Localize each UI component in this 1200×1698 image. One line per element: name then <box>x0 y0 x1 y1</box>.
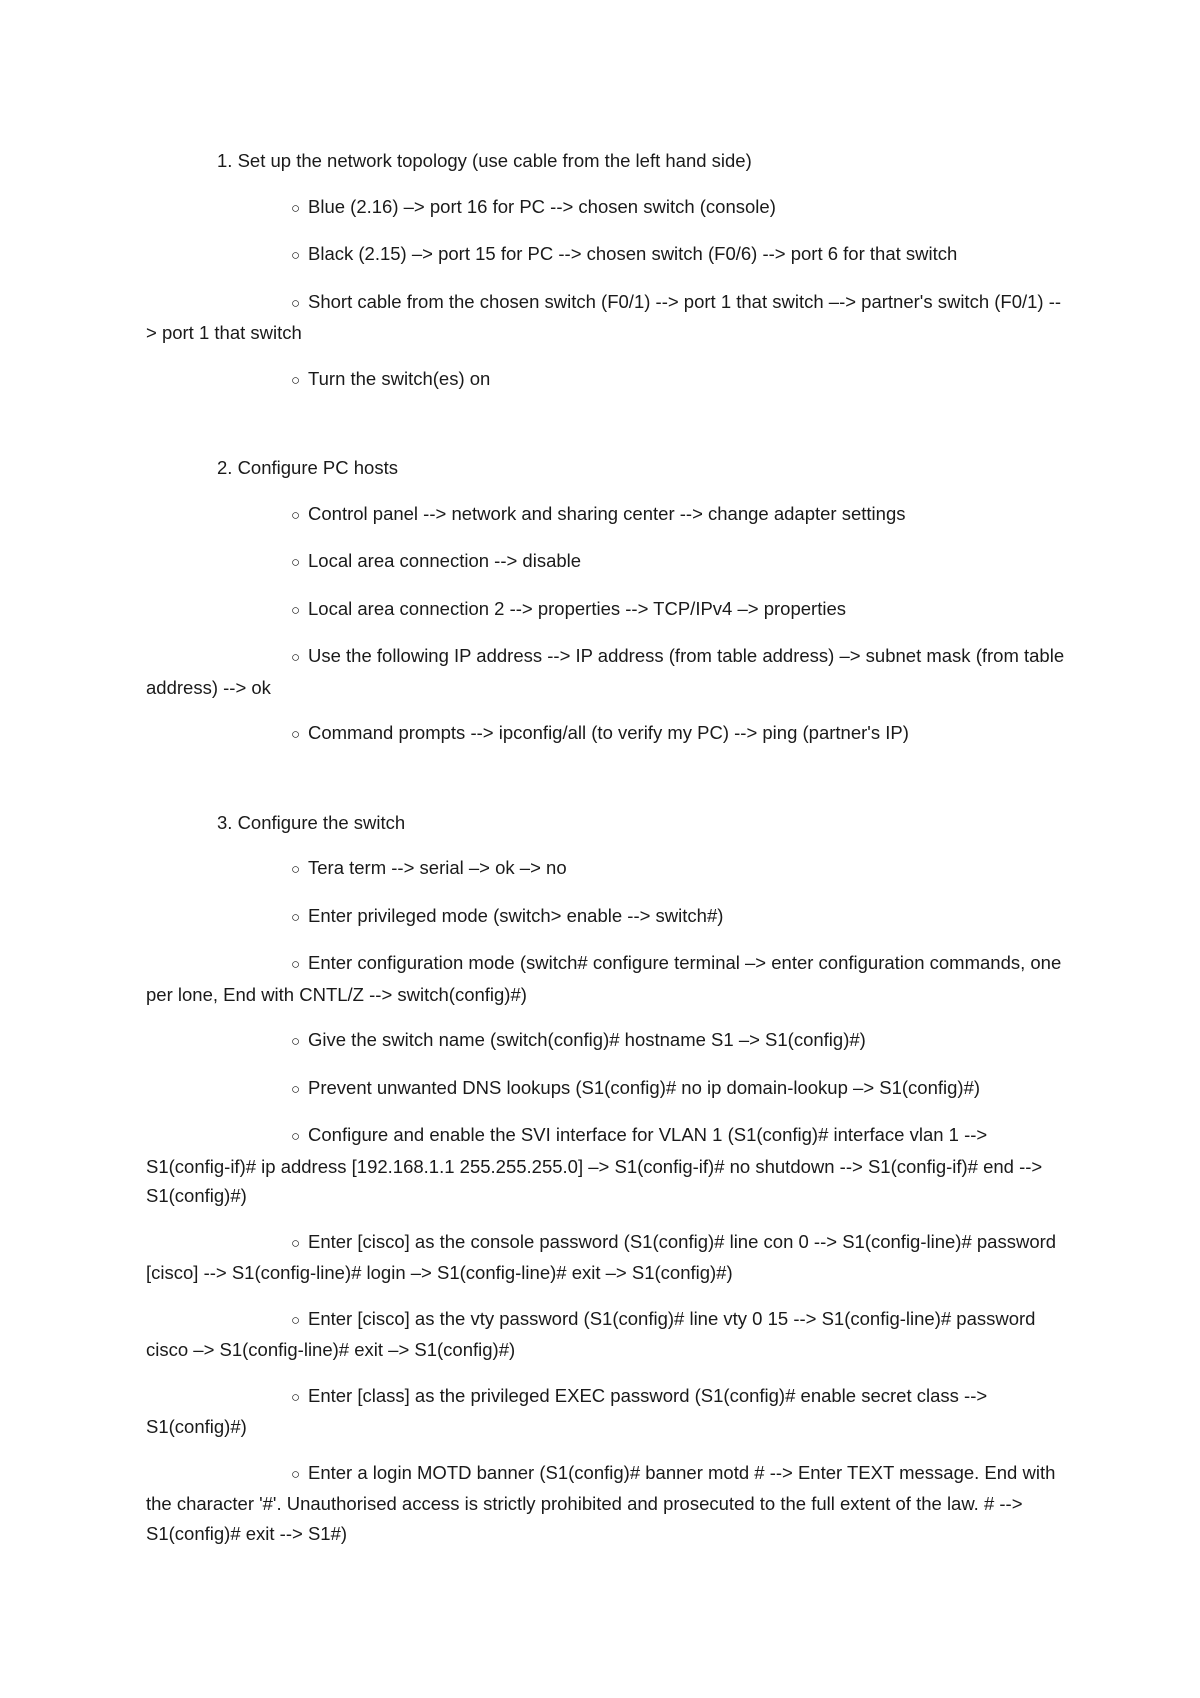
list-item <box>146 1227 1066 1288</box>
bullet-circle-icon: ○ <box>291 861 301 878</box>
list-item-text: Prevent unwanted DNS lookups (S1(config)# no ip domain-lookup –> S1(config)#) <box>308 1076 981 1098</box>
section-heading: 2. Configure PC hosts <box>217 457 398 478</box>
list-item-text: Turn the switch(es) on <box>308 367 491 389</box>
bullet-circle-icon: ○ <box>291 1388 301 1406</box>
bullet-circle-icon: ○ <box>291 1311 301 1329</box>
bullet-circle-icon: ○ <box>291 908 301 926</box>
list-item-text: Command prompts --> ipconfig/all (to verify my PC) --> ping (partner's IP) <box>308 722 909 743</box>
list-item <box>146 1304 1066 1365</box>
bullet-circle-icon: ○ <box>291 956 301 973</box>
bullet-circle-icon: ○ <box>291 199 301 217</box>
list-item-text: Blue (2.16) –> port 16 for PC --> chosen switch (console) <box>308 195 776 217</box>
list-item-text: Enter configuration mode (switch# configure terminal –> enter configuration commands, one per lone, End with CNTL/Z --> switch(config)#) <box>146 952 1062 1005</box>
list-item-text: Local area connection --> disable <box>308 550 582 571</box>
document-body <box>146 146 1066 1564</box>
bullet-circle-icon: ○ <box>291 726 301 743</box>
list-item <box>146 1025 1066 1057</box>
list-item-text: Use the following IP address --> IP address (from table address) –> subnet mask (from table address) --> ok <box>146 645 1065 698</box>
list-item-text: Short cable from the chosen switch (F0/1) --> port 1 that switch –-> partner's switch (F0/1) --> port 1 that switch <box>146 290 1062 343</box>
bullet-circle-icon: ○ <box>291 1465 301 1483</box>
section-network-topology <box>146 146 1066 395</box>
bullet-circle-icon: ○ <box>291 1080 301 1098</box>
list-item <box>146 718 1066 750</box>
list-item-text: Give the switch name (switch(config)# hostname S1 –> S1(config)#) <box>308 1029 866 1050</box>
list-item-text: Enter [cisco] as the vty password (S1(config)# line vty 0 15 --> S1(config-line)# password cisco –> S1(config-line)# exit –> S1(config)#) <box>146 1307 1036 1360</box>
bullet-circle-icon: ○ <box>291 294 301 312</box>
list-item-text: Enter [class] as the privileged EXEC password (S1(config)# enable secret class --> S1(config)#) <box>146 1384 988 1437</box>
section-configure-pc-hosts <box>146 453 1066 750</box>
bullet-circle-icon: ○ <box>291 506 301 524</box>
list-item <box>146 546 1066 578</box>
list-item <box>146 364 1066 396</box>
list-item-text: Black (2.15) –> port 15 for PC --> chosen switch (F0/6) --> port 6 for that switch <box>308 243 958 264</box>
list-item <box>146 594 1066 626</box>
list-item-text: Tera term --> serial –> ok –> no <box>308 857 567 878</box>
list-item <box>146 901 1066 933</box>
list-item <box>146 239 1066 271</box>
bullet-circle-icon: ○ <box>291 649 301 666</box>
list-item <box>146 948 1066 1009</box>
list-item-text: Enter a login MOTD banner (S1(config)# banner motd # --> Enter TEXT message. End with the character '#'. Unauthorised access is strictly prohibited and prosecuted to the full extent of the law. # --> S1(config)# exit --> S1#) <box>146 1461 1056 1544</box>
list-item <box>146 853 1066 885</box>
section-configure-switch <box>146 808 1066 1549</box>
list-item <box>146 641 1066 702</box>
list-item-text: Enter privileged mode (switch> enable --> switch#) <box>308 904 724 926</box>
list-item <box>146 1120 1066 1211</box>
list-item-text: Control panel --> network and sharing center --> change adapter settings <box>308 502 906 524</box>
bullet-circle-icon: ○ <box>291 247 301 264</box>
list-item-text: Enter [cisco] as the console password (S1(config)# line con 0 --> S1(config-line)# password [cisco] --> S1(config-line)# login –> S1(config-line)# exit –> S1(config)#) <box>146 1230 1057 1283</box>
section-heading: 1. Set up the network topology (use cable from the left hand side) <box>217 150 752 171</box>
list-item <box>146 192 1066 224</box>
bullet-circle-icon: ○ <box>291 371 301 389</box>
bullet-circle-icon: ○ <box>291 1128 301 1145</box>
list-item-text: Local area connection 2 --> properties --> TCP/IPv4 –> properties <box>308 597 846 619</box>
bullet-circle-icon: ○ <box>291 601 301 619</box>
bullet-circle-icon: ○ <box>291 1033 301 1050</box>
list-item <box>146 1458 1066 1549</box>
bullet-circle-icon: ○ <box>291 554 301 571</box>
list-item <box>146 1073 1066 1105</box>
list-item <box>146 1381 1066 1442</box>
list-item <box>146 287 1066 348</box>
list-item-text: Configure and enable the SVI interface for VLAN 1 (S1(config)# interface vlan 1 --> S1(config-if)# ip address [192.168.1.1 255.255.255.0] –> S1(config-if)# no shutdown --> S1(config-if)# end --> S1(config)#) <box>146 1124 1043 1206</box>
section-heading: 3. Configure the switch <box>217 811 406 833</box>
bullet-circle-icon: ○ <box>291 1234 301 1252</box>
list-item <box>146 499 1066 531</box>
